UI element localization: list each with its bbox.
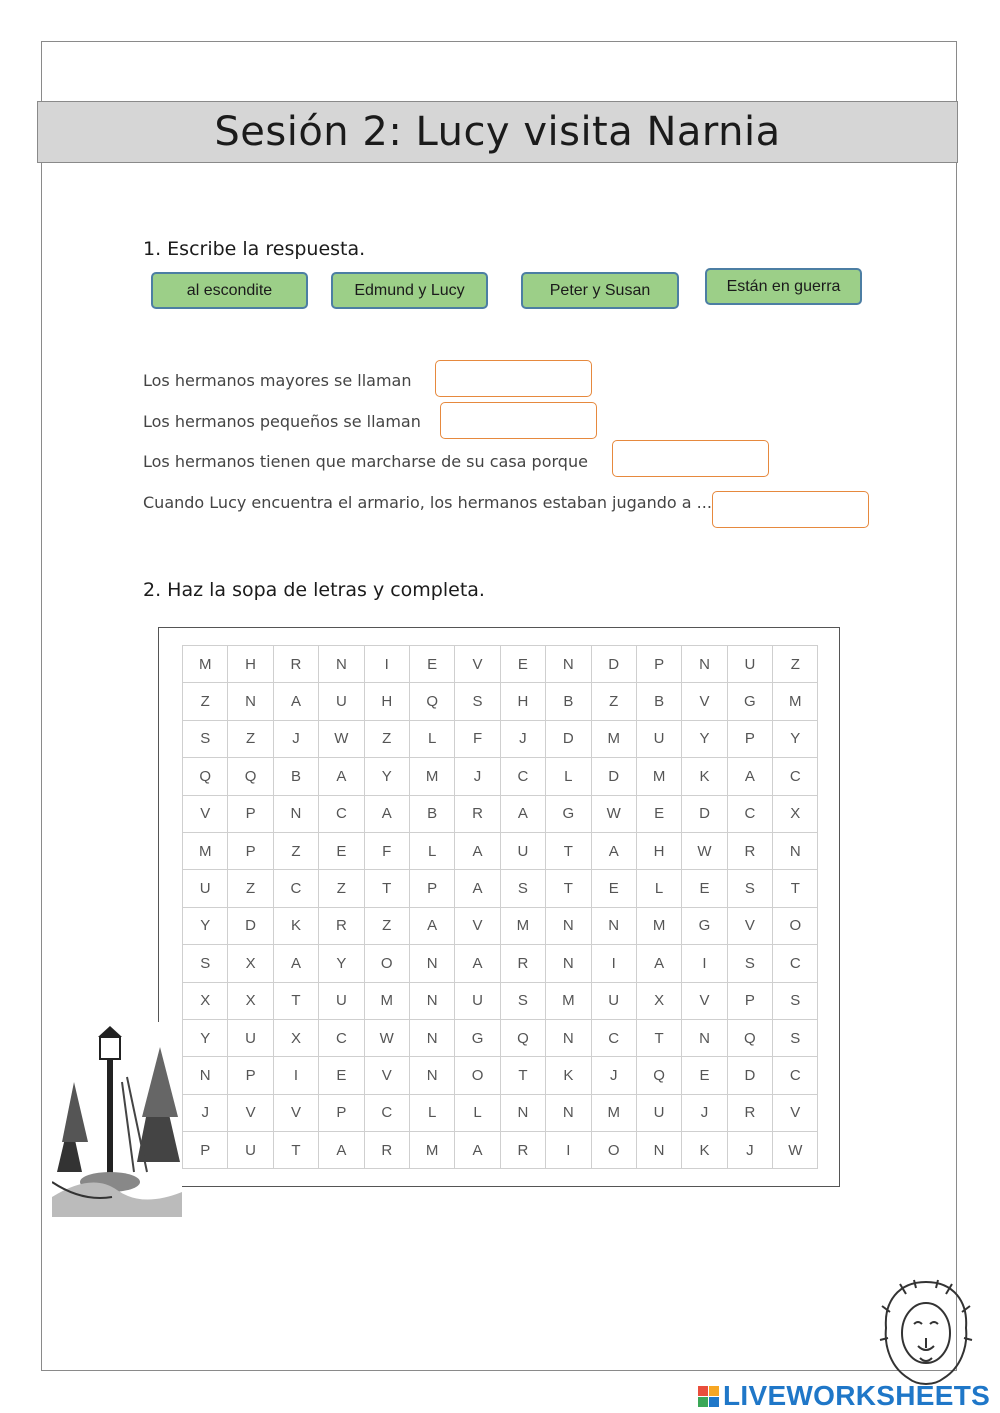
grid-cell[interactable]: B: [636, 683, 681, 720]
grid-row: [183, 795, 818, 832]
grid-cell[interactable]: D: [727, 1057, 772, 1094]
grid-cell[interactable]: U: [228, 1132, 273, 1169]
grid-cell[interactable]: Q: [228, 758, 273, 795]
grid-cell[interactable]: U: [591, 982, 636, 1019]
grid-cell[interactable]: J: [183, 1094, 228, 1131]
grid-row: [183, 758, 818, 795]
grid-cell[interactable]: Q: [500, 1019, 545, 1056]
grid-cell[interactable]: G: [727, 683, 772, 720]
brand-name: LIVEWORKSHEETS: [723, 1380, 991, 1411]
grid-cell[interactable]: X: [183, 982, 228, 1019]
grid-cell[interactable]: Z: [183, 683, 228, 720]
grid-cell[interactable]: M: [364, 982, 409, 1019]
grid-cell[interactable]: N: [228, 683, 273, 720]
grid-cell[interactable]: S: [183, 720, 228, 757]
answer-chip-al-escondite[interactable]: al escondite: [151, 272, 308, 309]
grid-cell[interactable]: G: [682, 907, 727, 944]
grid-cell[interactable]: V: [183, 795, 228, 832]
grid-cell[interactable]: H: [228, 646, 273, 683]
grid-cell[interactable]: X: [773, 795, 818, 832]
grid-cell[interactable]: G: [546, 795, 591, 832]
grid-cell[interactable]: U: [636, 720, 681, 757]
grid-cell[interactable]: V: [682, 982, 727, 1019]
grid-cell[interactable]: K: [273, 907, 318, 944]
grid-cell[interactable]: P: [727, 720, 772, 757]
grid-cell[interactable]: B: [409, 795, 454, 832]
grid-cell[interactable]: A: [455, 1132, 500, 1169]
grid-cell[interactable]: N: [183, 1057, 228, 1094]
answer-drop-box-1[interactable]: [435, 360, 592, 397]
lamppost-illustration: [52, 1022, 182, 1217]
grid-cell[interactable]: V: [682, 683, 727, 720]
grid-cell[interactable]: F: [455, 720, 500, 757]
grid-cell[interactable]: Q: [636, 1057, 681, 1094]
grid-cell[interactable]: N: [409, 982, 454, 1019]
question-3-label: Los hermanos tienen que marcharse de su casa porque: [143, 452, 588, 471]
grid-cell[interactable]: Y: [183, 1019, 228, 1056]
grid-cell[interactable]: A: [364, 795, 409, 832]
grid-cell[interactable]: I: [682, 945, 727, 982]
grid-cell[interactable]: P: [228, 795, 273, 832]
grid-cell[interactable]: C: [319, 1019, 364, 1056]
grid-cell[interactable]: S: [183, 945, 228, 982]
grid-cell[interactable]: N: [682, 1019, 727, 1056]
grid-cell[interactable]: A: [409, 907, 454, 944]
section1-heading: 1. Escribe la respuesta.: [143, 238, 366, 260]
grid-cell[interactable]: T: [546, 870, 591, 907]
grid-cell[interactable]: Z: [228, 720, 273, 757]
answer-drop-box-4[interactable]: [712, 491, 869, 528]
grid-cell[interactable]: E: [682, 1057, 727, 1094]
answer-drop-box-3[interactable]: [612, 440, 769, 477]
grid-cell[interactable]: P: [727, 982, 772, 1019]
grid-cell[interactable]: P: [228, 1057, 273, 1094]
grid-cell[interactable]: M: [636, 758, 681, 795]
grid-cell[interactable]: I: [364, 646, 409, 683]
grid-cell[interactable]: E: [682, 870, 727, 907]
grid-cell[interactable]: L: [455, 1094, 500, 1131]
grid-cell[interactable]: I: [591, 945, 636, 982]
grid-cell[interactable]: J: [682, 1094, 727, 1131]
answer-chip-peter-y-susan[interactable]: Peter y Susan: [521, 272, 679, 309]
grid-cell[interactable]: A: [455, 832, 500, 869]
grid-cell[interactable]: M: [183, 832, 228, 869]
grid-cell[interactable]: X: [228, 945, 273, 982]
word-search-grid[interactable]: [182, 645, 818, 1169]
grid-cell[interactable]: X: [273, 1019, 318, 1056]
grid-cell[interactable]: R: [319, 907, 364, 944]
grid-cell[interactable]: N: [409, 1057, 454, 1094]
grid-cell[interactable]: N: [409, 1019, 454, 1056]
grid-cell[interactable]: C: [773, 945, 818, 982]
grid-cell[interactable]: X: [636, 982, 681, 1019]
grid-row: [183, 1057, 818, 1094]
grid-cell[interactable]: U: [183, 870, 228, 907]
grid-cell[interactable]: H: [364, 683, 409, 720]
grid-cell[interactable]: Z: [364, 720, 409, 757]
grid-cell[interactable]: V: [228, 1094, 273, 1131]
grid-cell[interactable]: M: [591, 720, 636, 757]
grid-cell[interactable]: N: [500, 1094, 545, 1131]
grid-cell[interactable]: J: [500, 720, 545, 757]
grid-cell[interactable]: W: [773, 1132, 818, 1169]
grid-cell[interactable]: E: [591, 870, 636, 907]
grid-cell[interactable]: F: [364, 832, 409, 869]
grid-cell[interactable]: H: [500, 683, 545, 720]
grid-cell[interactable]: K: [546, 1057, 591, 1094]
grid-cell[interactable]: O: [773, 907, 818, 944]
grid-cell[interactable]: C: [500, 758, 545, 795]
grid-cell[interactable]: B: [273, 758, 318, 795]
grid-cell[interactable]: L: [636, 870, 681, 907]
grid-cell[interactable]: V: [727, 907, 772, 944]
grid-cell[interactable]: M: [636, 907, 681, 944]
grid-cell[interactable]: G: [455, 1019, 500, 1056]
grid-cell[interactable]: U: [319, 683, 364, 720]
grid-cell[interactable]: W: [319, 720, 364, 757]
grid-cell[interactable]: T: [273, 1132, 318, 1169]
grid-cell[interactable]: Z: [228, 870, 273, 907]
section2-heading: 2. Haz la sopa de letras y completa.: [143, 579, 485, 601]
grid-cell[interactable]: Z: [319, 870, 364, 907]
grid-cell[interactable]: A: [273, 683, 318, 720]
grid-cell[interactable]: N: [682, 646, 727, 683]
grid-cell[interactable]: R: [455, 795, 500, 832]
grid-cell[interactable]: P: [228, 832, 273, 869]
grid-cell[interactable]: T: [500, 1057, 545, 1094]
grid-cell[interactable]: S: [500, 982, 545, 1019]
grid-cell[interactable]: O: [364, 945, 409, 982]
grid-cell[interactable]: K: [682, 1132, 727, 1169]
grid-cell[interactable]: C: [273, 870, 318, 907]
grid-cell[interactable]: N: [546, 945, 591, 982]
grid-cell[interactable]: Q: [727, 1019, 772, 1056]
grid-cell[interactable]: V: [455, 646, 500, 683]
question-1-label: Los hermanos mayores se llaman: [143, 371, 412, 390]
grid-cell[interactable]: A: [455, 870, 500, 907]
grid-cell[interactable]: N: [636, 1132, 681, 1169]
grid-cell[interactable]: M: [409, 758, 454, 795]
grid-cell[interactable]: E: [500, 646, 545, 683]
grid-cell[interactable]: M: [183, 646, 228, 683]
grid-cell[interactable]: W: [364, 1019, 409, 1056]
grid-row: [183, 720, 818, 757]
grid-cell[interactable]: H: [636, 832, 681, 869]
answer-drop-box-2[interactable]: [440, 402, 597, 439]
grid-cell[interactable]: A: [319, 1132, 364, 1169]
grid-row: [183, 646, 818, 683]
grid-cell[interactable]: U: [228, 1019, 273, 1056]
grid-cell[interactable]: J: [591, 1057, 636, 1094]
grid-cell[interactable]: N: [546, 1094, 591, 1131]
grid-cell[interactable]: X: [228, 982, 273, 1019]
grid-cell[interactable]: P: [183, 1132, 228, 1169]
grid-cell[interactable]: N: [773, 832, 818, 869]
grid-cell[interactable]: A: [636, 945, 681, 982]
grid-cell[interactable]: J: [273, 720, 318, 757]
grid-cell[interactable]: A: [273, 945, 318, 982]
grid-cell[interactable]: V: [773, 1094, 818, 1131]
grid-cell[interactable]: R: [727, 1094, 772, 1131]
grid-cell[interactable]: D: [682, 795, 727, 832]
grid-cell[interactable]: W: [591, 795, 636, 832]
grid-cell[interactable]: L: [409, 832, 454, 869]
grid-cell[interactable]: Z: [364, 907, 409, 944]
grid-cell[interactable]: R: [500, 1132, 545, 1169]
page-title: Sesión 2: Lucy visita Narnia: [214, 109, 781, 155]
grid-row: [183, 982, 818, 1019]
grid-cell[interactable]: N: [591, 907, 636, 944]
question-2-label: Los hermanos pequeños se llaman: [143, 412, 421, 431]
grid-cell[interactable]: C: [591, 1019, 636, 1056]
grid-cell[interactable]: R: [364, 1132, 409, 1169]
grid-cell[interactable]: P: [636, 646, 681, 683]
grid-cell[interactable]: E: [409, 646, 454, 683]
grid-cell[interactable]: E: [319, 1057, 364, 1094]
grid-cell[interactable]: Y: [682, 720, 727, 757]
grid-cell[interactable]: C: [319, 795, 364, 832]
grid-cell[interactable]: A: [727, 758, 772, 795]
grid-cell[interactable]: C: [727, 795, 772, 832]
grid-cell[interactable]: T: [364, 870, 409, 907]
grid-cell[interactable]: N: [409, 945, 454, 982]
grid-cell[interactable]: Q: [183, 758, 228, 795]
grid-row: [183, 1019, 818, 1056]
grid-cell[interactable]: U: [455, 982, 500, 1019]
grid-cell[interactable]: W: [682, 832, 727, 869]
grid-cell[interactable]: N: [546, 646, 591, 683]
grid-cell[interactable]: L: [546, 758, 591, 795]
grid-cell[interactable]: R: [500, 945, 545, 982]
grid-cell[interactable]: N: [273, 795, 318, 832]
grid-cell[interactable]: Z: [591, 683, 636, 720]
grid-cell[interactable]: D: [591, 646, 636, 683]
grid-cell[interactable]: C: [364, 1094, 409, 1131]
grid-cell[interactable]: O: [591, 1132, 636, 1169]
grid-row: [183, 683, 818, 720]
grid-cell[interactable]: P: [319, 1094, 364, 1131]
grid-cell[interactable]: R: [273, 646, 318, 683]
grid-cell[interactable]: N: [546, 907, 591, 944]
grid-row: [183, 832, 818, 869]
grid-cell[interactable]: Y: [773, 720, 818, 757]
grid-cell[interactable]: Z: [273, 832, 318, 869]
grid-row: [183, 1132, 818, 1169]
grid-row: [183, 1094, 818, 1131]
grid-cell[interactable]: S: [455, 683, 500, 720]
grid-cell[interactable]: T: [273, 982, 318, 1019]
grid-cell[interactable]: E: [319, 832, 364, 869]
title-bar: [37, 101, 958, 163]
grid-cell[interactable]: Q: [409, 683, 454, 720]
grid-cell[interactable]: I: [546, 1132, 591, 1169]
grid-cell[interactable]: I: [273, 1057, 318, 1094]
answer-chip-estan-en-guerra[interactable]: Están en guerra: [705, 268, 862, 305]
grid-row: [183, 907, 818, 944]
grid-cell[interactable]: B: [546, 683, 591, 720]
grid-cell[interactable]: T: [546, 832, 591, 869]
grid-cell[interactable]: Y: [183, 907, 228, 944]
grid-cell[interactable]: M: [591, 1094, 636, 1131]
grid-cell[interactable]: K: [682, 758, 727, 795]
grid-cell[interactable]: V: [364, 1057, 409, 1094]
grid-cell[interactable]: M: [409, 1132, 454, 1169]
grid-cell[interactable]: U: [500, 832, 545, 869]
grid-cell[interactable]: L: [409, 720, 454, 757]
grid-cell[interactable]: Y: [319, 945, 364, 982]
grid-cell[interactable]: C: [773, 1057, 818, 1094]
grid-cell[interactable]: S: [773, 982, 818, 1019]
grid-cell[interactable]: A: [455, 945, 500, 982]
grid-cell[interactable]: D: [228, 907, 273, 944]
grid-cell[interactable]: A: [591, 832, 636, 869]
lion-illustration: [878, 1278, 974, 1390]
grid-cell[interactable]: M: [773, 683, 818, 720]
answer-chip-edmund-y-lucy[interactable]: Edmund y Lucy: [331, 272, 488, 309]
grid-cell[interactable]: S: [773, 1019, 818, 1056]
grid-cell[interactable]: S: [500, 870, 545, 907]
grid-cell[interactable]: N: [546, 1019, 591, 1056]
grid-cell[interactable]: D: [546, 720, 591, 757]
grid-cell[interactable]: Z: [773, 646, 818, 683]
logo-blocks-icon: [698, 1386, 719, 1407]
grid-cell[interactable]: V: [455, 907, 500, 944]
grid-cell[interactable]: J: [455, 758, 500, 795]
grid-cell[interactable]: A: [319, 758, 364, 795]
grid-cell[interactable]: L: [409, 1094, 454, 1131]
grid-cell[interactable]: N: [319, 646, 364, 683]
liveworksheets-logo: [698, 1380, 990, 1412]
grid-cell[interactable]: M: [500, 907, 545, 944]
grid-cell[interactable]: J: [727, 1132, 772, 1169]
grid-cell[interactable]: C: [773, 758, 818, 795]
grid-cell[interactable]: R: [727, 832, 772, 869]
grid-cell[interactable]: Y: [364, 758, 409, 795]
grid-cell[interactable]: S: [727, 945, 772, 982]
grid-cell[interactable]: U: [319, 982, 364, 1019]
grid-cell[interactable]: M: [546, 982, 591, 1019]
grid-cell[interactable]: T: [636, 1019, 681, 1056]
grid-cell[interactable]: T: [773, 870, 818, 907]
grid-cell[interactable]: S: [727, 870, 772, 907]
grid-cell[interactable]: D: [591, 758, 636, 795]
grid-cell[interactable]: A: [500, 795, 545, 832]
grid-cell[interactable]: V: [273, 1094, 318, 1131]
grid-cell[interactable]: O: [455, 1057, 500, 1094]
grid-cell[interactable]: U: [727, 646, 772, 683]
grid-cell[interactable]: E: [636, 795, 681, 832]
question-4-label: Cuando Lucy encuentra el armario, los hermanos estaban jugando a ...: [143, 493, 712, 512]
grid-cell[interactable]: U: [636, 1094, 681, 1131]
grid-row: [183, 945, 818, 982]
grid-row: [183, 870, 818, 907]
grid-cell[interactable]: P: [409, 870, 454, 907]
